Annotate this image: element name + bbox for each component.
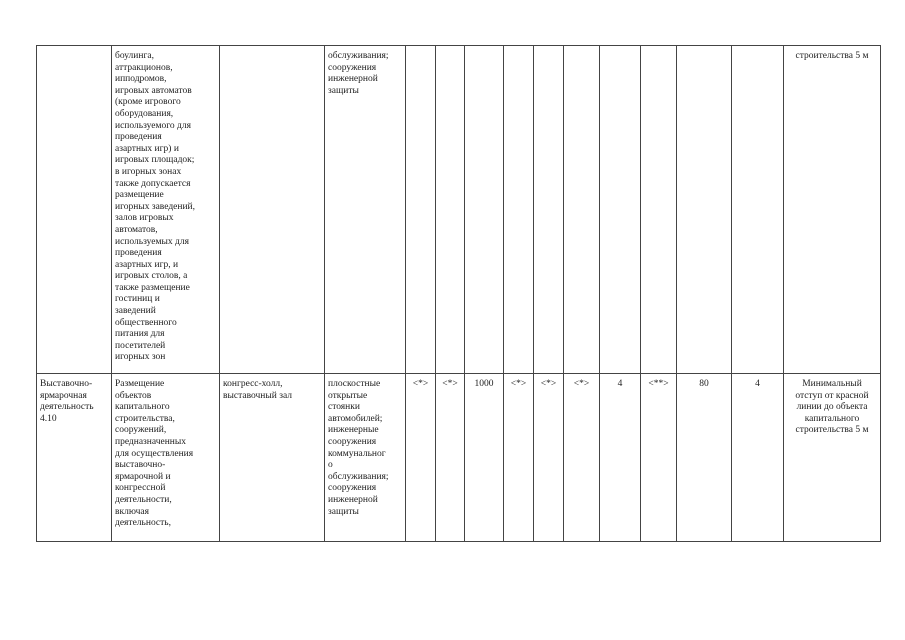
auxiliary-objects-cell: обслуживания; сооружения инженерной защиты: [325, 46, 406, 374]
param-cell: 4: [732, 374, 784, 542]
description-cell: боулинга, аттракционов, ипподромов, игровых автоматов (кроме игрового оборудования, используемого для проведения азартных игр) и игровых площадок; в игорных зонах также допускается размещение игорных заведений, залов игровых автоматов, используемых для проведения азартных игр, и игровых столов, а также размещение гостиниц и заведений общественного питания для посетителей игорных зон: [112, 46, 220, 374]
param-cell: 4: [600, 374, 641, 542]
param-cell: [465, 46, 504, 374]
table-row: [37, 46, 881, 374]
land-use-type-cell: [37, 46, 112, 374]
param-cell: 1000: [465, 374, 504, 542]
param-cell: <*>: [534, 374, 564, 542]
zoning-table: [36, 45, 881, 542]
main-objects-cell: конгресс-холл, выставочный зал: [220, 374, 325, 542]
param-cell: <**>: [641, 374, 677, 542]
param-cell: <*>: [564, 374, 600, 542]
param-cell: [677, 46, 732, 374]
param-cell: <*>: [436, 374, 465, 542]
param-cell: [564, 46, 600, 374]
param-cell: 80: [677, 374, 732, 542]
setback-cell: Минимальный отступ от красной линии до объекта капитального строительства 5 м: [784, 374, 881, 542]
param-cell: <*>: [406, 374, 436, 542]
param-cell: [600, 46, 641, 374]
description-cell: Размещение объектов капитального строительства, сооружений, предназначенных для осуществления выставочно- ярмарочной и конгрессной деятельности, включая деятельность,: [112, 374, 220, 542]
param-cell: [504, 46, 534, 374]
param-cell: [641, 46, 677, 374]
param-cell: [732, 46, 784, 374]
param-cell: [406, 46, 436, 374]
table-row: [37, 374, 881, 542]
param-cell: [534, 46, 564, 374]
param-cell: [436, 46, 465, 374]
param-cell: <*>: [504, 374, 534, 542]
land-use-type-cell: Выставочно- ярмарочная деятельность 4.10: [37, 374, 112, 542]
main-objects-cell: [220, 46, 325, 374]
setback-cell: строительства 5 м: [784, 46, 881, 374]
auxiliary-objects-cell: плоскостные открытые стоянки автомобилей; инженерные сооружения коммунальног о обслуживания; сооружения инженерной защиты: [325, 374, 406, 542]
